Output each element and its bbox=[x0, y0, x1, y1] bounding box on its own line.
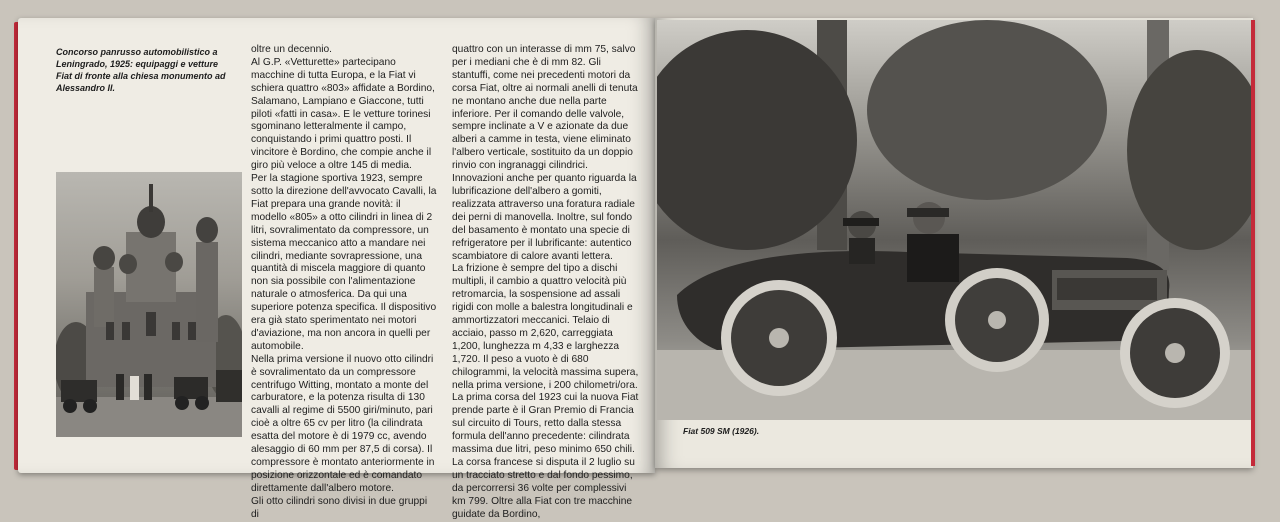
church-photo bbox=[56, 172, 242, 437]
paragraph: Nella prima versione il nuovo otto cilindri è sovralimentato da un compressore centrifugo Witting, montato a monte del carburatore, e la potenza risulta di 130 cavalli al regime di 5500 giri/minuto, pari cioè a oltre 65 cv per litro (la cilindrata esatta del motore è di 1979 cc, avendo alesaggio di 60 mm per 87,5 di corsa). Il compressore è montato anteriormente in posizione orizzontale ed è comandato direttamente dall'albero motore. bbox=[251, 353, 435, 494]
paragraph: Gli otto cilindri sono divisi in due gruppi di bbox=[251, 495, 428, 520]
race-car-photo bbox=[657, 20, 1251, 420]
text-column-2 bbox=[452, 44, 642, 522]
photo-caption-church: Concorso panrusso automobilistico a Leningrado, 1925: equipaggi e vetture Fiat di fronte alla chiesa monumento ad Alessandro II. bbox=[56, 47, 226, 93]
text-column-1 bbox=[251, 44, 437, 522]
paragraph: Per la stagione sportiva 1923, sempre sotto la direzione dell'avvocato Cavalli, la Fiat prepara una grande novità: il modello «805» a otto cilindri in linea di 2 litri, sovralimentato da compressore, un sistema meccanico atto a mandare nei cilindri, mediante sovrapressione, una quantità di miscela maggiore di quanto non sia possibile con l'alimentazione naturale o atmosferica. Da qui una superiore potenza specifica. Il dispositivo era già stato sperimentato nei motori d'aviazione, ma non ancora in quelli per automobile. bbox=[251, 173, 437, 352]
page-edge bbox=[1251, 20, 1255, 466]
paragraph: La frizione è sempre del tipo a dischi multipli, il cambio a quattro velocità più retromarcia, la sospensione ad assali rigidi con molle a balestra longitudinali e ammortizzatori meccanici. Telaio di acciaio, passo m 2,620, carreggiata 1,200, lunghezza m 4,33 e larghezza 1,720. Il peso a vuoto è di 680 chilogrammi, la velocità massima supera, nella prima versione, i 200 chilometri/ora. bbox=[452, 263, 639, 391]
paragraph: quattro con un interasse di mm 75, salvo per i mediani che è di mm 82. Gli stantuffi, come nei precedenti motori da corsa Fiat, oltre ai normali anelli di tenuta ne montano anche due nella parte inferiore. Per il comando delle valvole, sempre inclinate a V e azionate da due alberi a camme in testa, viene eliminato l'albero verticale, sostituito da un doppio rinvio con ingranaggi cilindrici. Innovazioni anche per quanto riguarda la lubrificazione dell'albero a gomiti, realizzata attraverso una foratura radiale dei perni di manovella. Inoltre, sul fondo del basamento è montato una specie di refrigeratore per il lubrificante: autentico scambiatore di calore avanti lettera. bbox=[452, 44, 638, 262]
photo-caption-car: Fiat 509 SM (1926). bbox=[683, 426, 760, 436]
paragraph: La prima corsa del 1923 cui la nuova Fiat prende parte è il Gran Premio di Francia sul circuito di Tours, retto dalla stessa formula dell'anno precedente: cilindrata massima due litri, peso minimo 650 chili. La corsa francese si disputa il 2 luglio su un tracciato stretto e dal fondo pessimo, da percorrersi 36 volte per complessivi km 799. Oltre alla Fiat con tre macchine guidate da Bordino, bbox=[452, 392, 639, 520]
paragraph: Al G.P. «Vetturette» partecipano macchine di tutta Europa, e la Fiat vi schiera quattro «803» affidate a Bordino, Salamano, Lampiano e Giaccone, tutti piloti «fatti in casa». E le vetture torinesi sgominano letteralmente il campo, conquistando i primi quattro posti. Il vincitore è Bordino, che compie anche il giro più veloce a oltre 145 di media. bbox=[251, 56, 435, 172]
paragraph: oltre un decennio. bbox=[251, 44, 332, 55]
